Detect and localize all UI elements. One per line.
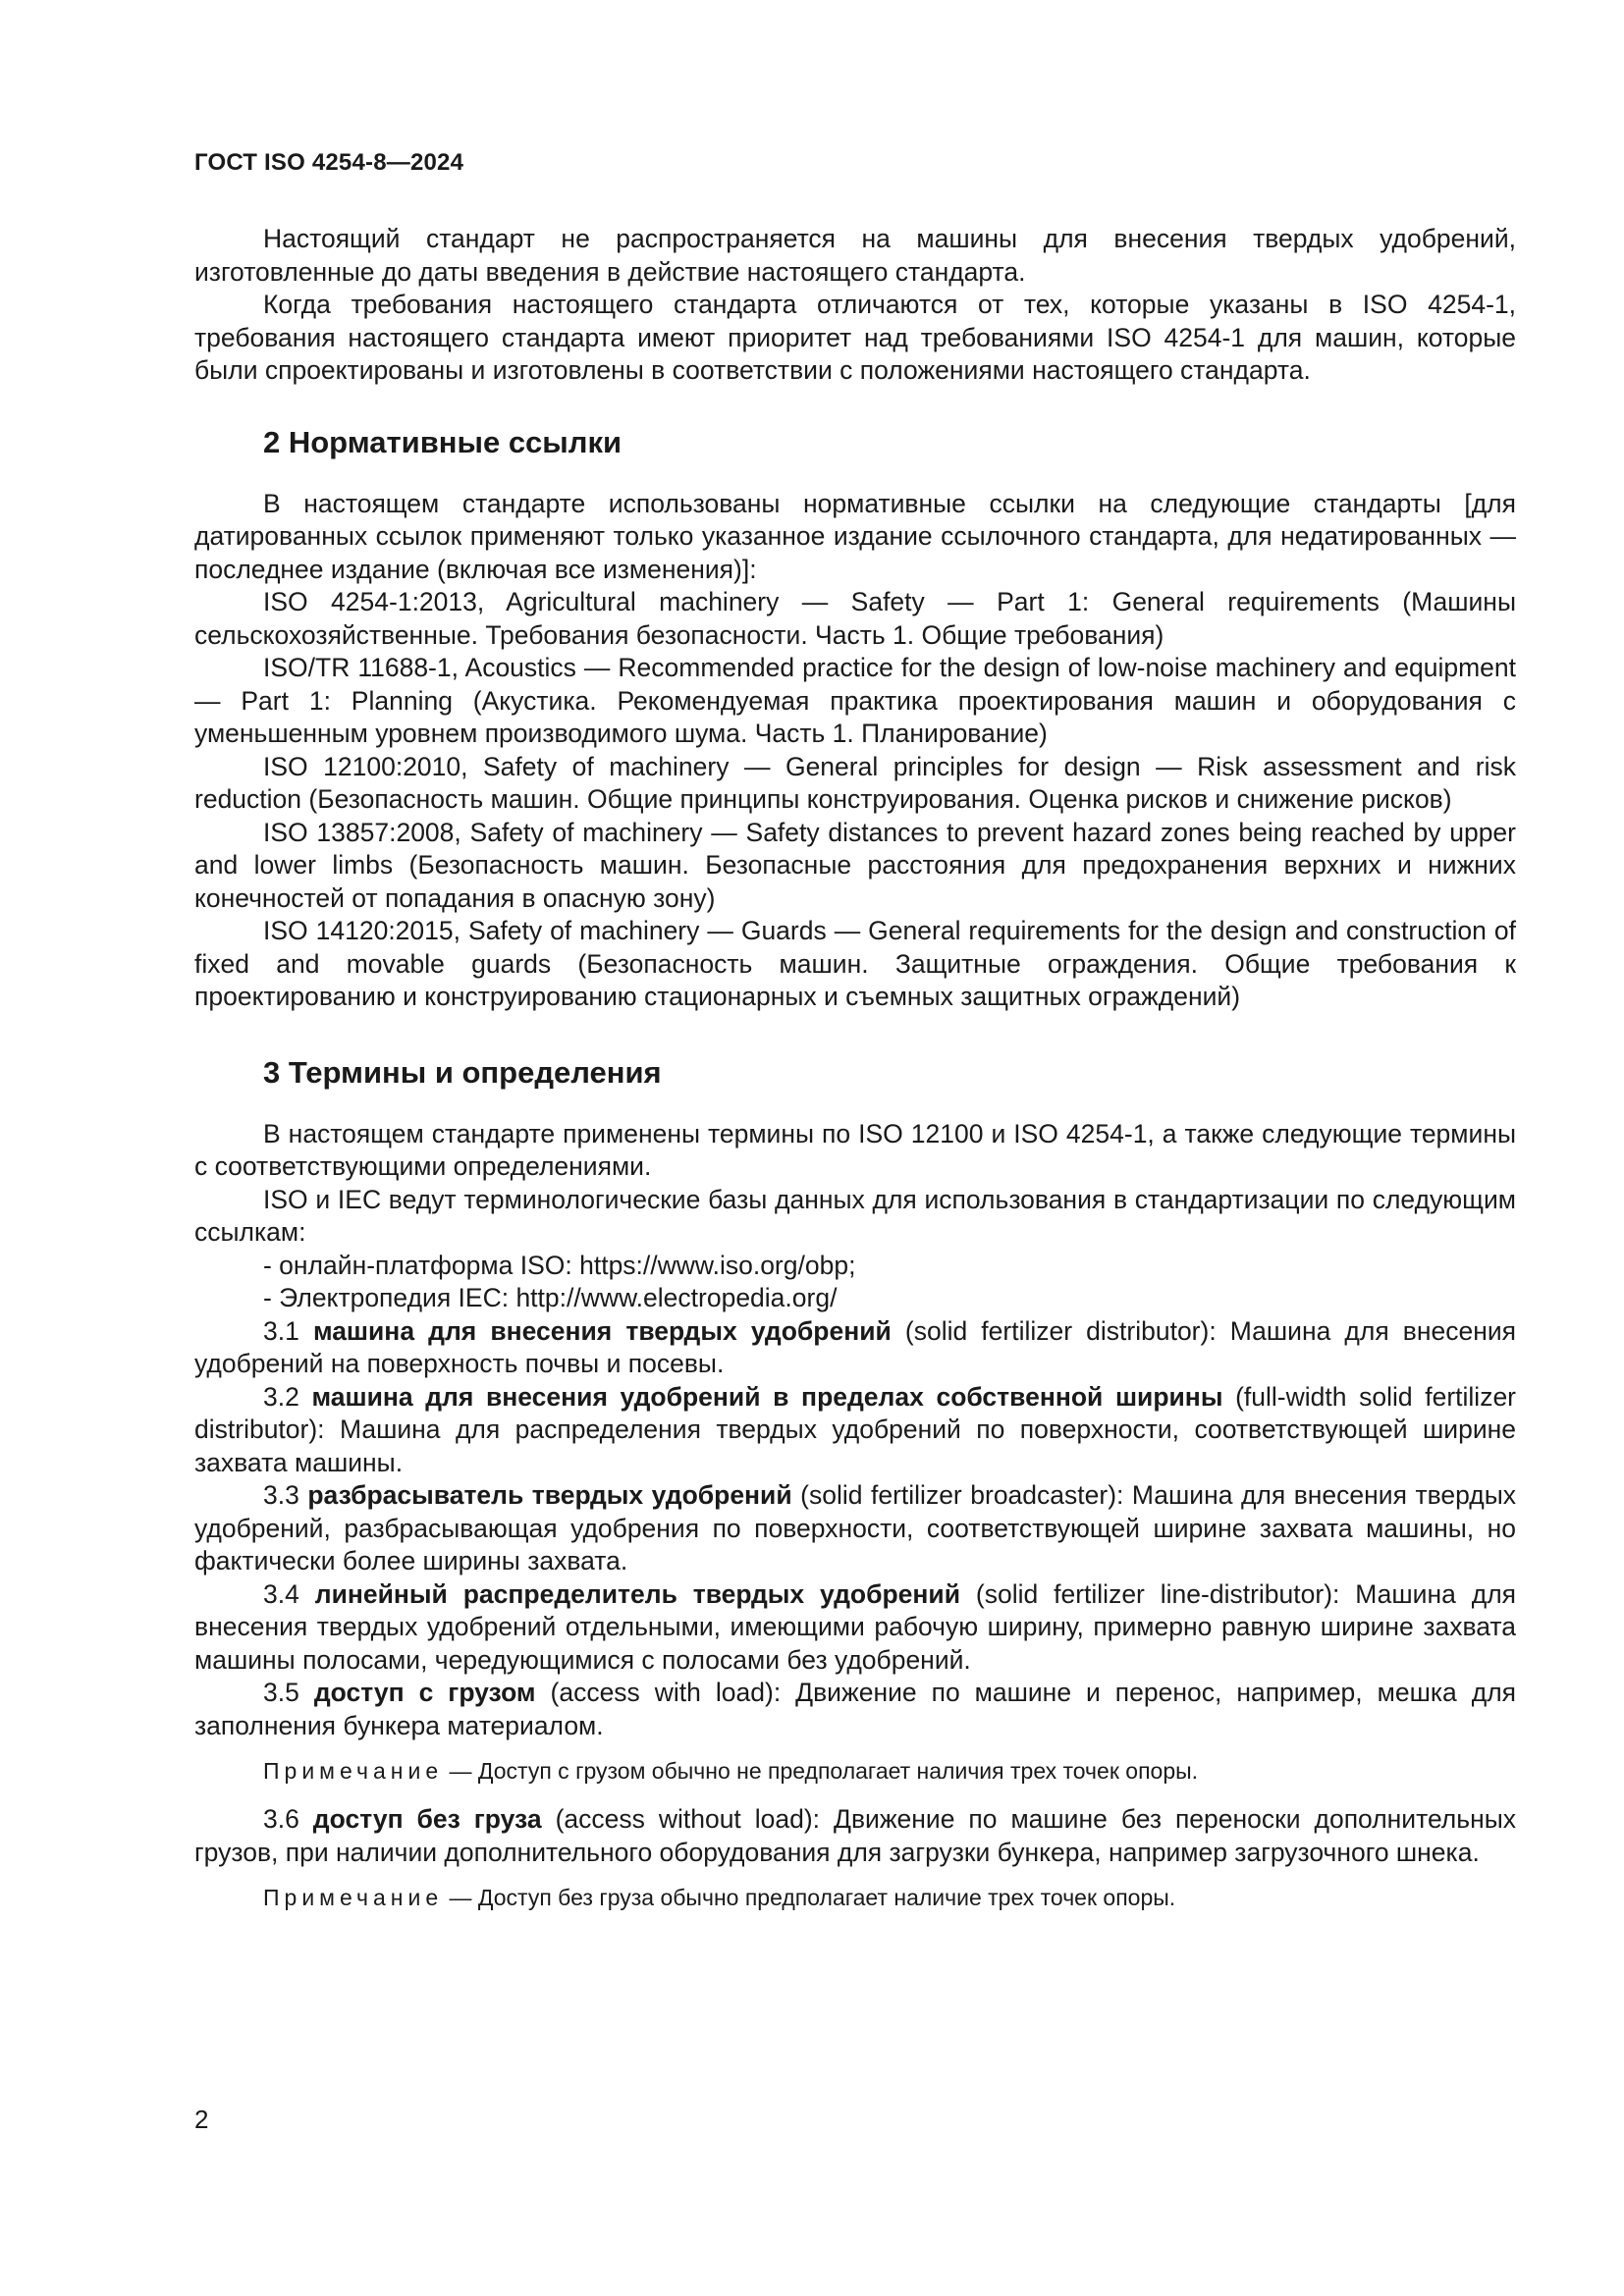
term-name: линейный распределитель твердых удобрений xyxy=(314,1578,960,1609)
term-definition xyxy=(194,1677,1516,1742)
document-header: ГОСТ ISO 4254-8—2024 xyxy=(194,149,464,176)
section-intro: В настоящем стандарте применены термины по ISO 12100 и ISO 4254-1, а также следующие термины с соответствующими определениями. xyxy=(194,1118,1516,1181)
section-intro: В настоящем стандарте использованы нормативные ссылки на следующие стандарты [для датированных ссылок применяют только указанное издание ссылочного стандарта, для недатированных — последнее издание (включая все изменения)]: xyxy=(194,488,1516,584)
reference-item: ISO/TR 11688-1, Acoustics — Recommended practice for the design of low-noise machinery and equipment — Part 1: Planning (Акустика. Рекомендуемая практика проектирования машин и оборудования с уменьшенным уровнем производимого шума. Часть 1. Планирование) xyxy=(194,653,1516,748)
term-text: (solid fertilizer line-distributor): Машина для внесения твердых удобрений отдельными, имеющими рабочую ширину, примерно равную ширине захвата машины полосами, чередующимися с полосами без удобрений. xyxy=(194,1578,1517,1675)
term-number: 3.6 xyxy=(263,1804,313,1834)
note xyxy=(194,1883,1516,1912)
term-definition xyxy=(194,1381,1516,1480)
term-number: 3.2 xyxy=(263,1381,312,1412)
term-text: (solid fertilizer broadcaster): Машина для внесения твердых удобрений, разбрасывающая удобрения по поверхности, соответствующей ширине захвата машины, но фактически более ширины захвата. xyxy=(194,1480,1516,1575)
note-label: Примечание xyxy=(263,1758,444,1784)
term-name: доступ с грузом xyxy=(313,1678,536,1707)
term-definition xyxy=(194,1315,1516,1381)
term-text: (full-width solid fertilizer distributor): Машина для распределения твердых удобрений по поверхности, соответствующей ширине захвата машины. xyxy=(194,1381,1517,1477)
section-intro: ISO и IEC ведут терминологические базы данных для использования в стандартизации по следующим ссылкам: xyxy=(194,1184,1516,1247)
term-text: (access with load): Движение по машине и перенос, например, мешка для заполнения бункера материалом. xyxy=(194,1678,1517,1740)
reference-item: ISO 14120:2015, Safety of machinery — Guards — General requirements for the design and construction of fixed and movable guards (Безопасность машин. Защитные ограждения. Общие требования к проектированию и конструированию стационарных и съемных защитных ограждений) xyxy=(194,916,1516,1011)
link-item: - онлайн-платформа ISO: https://www.iso.org/obp; xyxy=(263,1250,856,1280)
term-number: 3.4 xyxy=(263,1578,315,1609)
note-text: — Доступ без груза обычно предполагает наличие трех точек опоры. xyxy=(443,1885,1176,1910)
term-text: (access without load): Движение по машине без переноски дополнительных грузов, при наличии дополнительного оборудования для загрузки бункера, например загрузочного шнека. xyxy=(194,1804,1517,1867)
term-number: 3.1 xyxy=(263,1315,313,1346)
link-item: - Электропедия IEC: http://www.electropedia.org/ xyxy=(263,1283,838,1312)
intro-paragraph: Настоящий стандарт не распространяется на машины для внесения твердых удобрений, изготовленные до даты введения в действие настоящего стандарта. xyxy=(194,224,1516,287)
term-name: разбрасыватель твердых удобрений xyxy=(307,1480,792,1510)
section-heading-normative-references: 2 Нормативные ссылки xyxy=(263,424,623,459)
reference-item: ISO 12100:2010, Safety of machinery — General principles for design — Risk assessment and risk reduction (Безопасность машин. Общие принципы конструирования. Оценка рисков и снижение рисков) xyxy=(194,751,1516,814)
note-text: — Доступ с грузом обычно не предполагает наличия трех точек опоры. xyxy=(443,1758,1199,1784)
term-name: доступ без груза xyxy=(312,1804,542,1834)
reference-item: ISO 4254-1:2013, Agricultural machinery — Safety — Part 1: General requirements (Машины сельскохозяйственные. Требования безопасности. Часть 1. Общие требования) xyxy=(194,587,1516,650)
intro-paragraph: Когда требования настоящего стандарта отличаются от тех, которые указаны в ISO 4254-1, требования настоящего стандарта имеют приоритет над требованиями ISO 4254-1 для машин, которые были спроектированы и изготовлены в соответствии с положениями настоящего стандарта. xyxy=(194,290,1516,385)
note xyxy=(194,1756,1516,1786)
term-name: машина для внесения твердых удобрений xyxy=(312,1315,892,1346)
section-heading-terms: 3 Термины и определения xyxy=(263,1054,662,1090)
reference-item: ISO 13857:2008, Safety of machinery — Safety distances to prevent hazard zones being reached by upper and lower limbs (Безопасность машин. Безопасные расстояния для предохранения верхних и нижних конечностей от попадания в опасную зону) xyxy=(194,817,1516,913)
document-body xyxy=(194,223,1516,1930)
term-definition xyxy=(194,1578,1516,1678)
term-definition xyxy=(194,1479,1516,1578)
term-definition xyxy=(194,1803,1516,1869)
term-number: 3.5 xyxy=(263,1678,314,1707)
term-name: машина для внесения удобрений в пределах собственной ширины xyxy=(311,1381,1223,1412)
note-label: Примечание xyxy=(263,1885,444,1910)
page-number: 2 xyxy=(194,2105,209,2134)
term-text: (solid fertilizer distributor): Машина для внесения удобрений на поверхность почвы и посевы. xyxy=(194,1315,1517,1378)
term-number: 3.3 xyxy=(263,1480,308,1510)
